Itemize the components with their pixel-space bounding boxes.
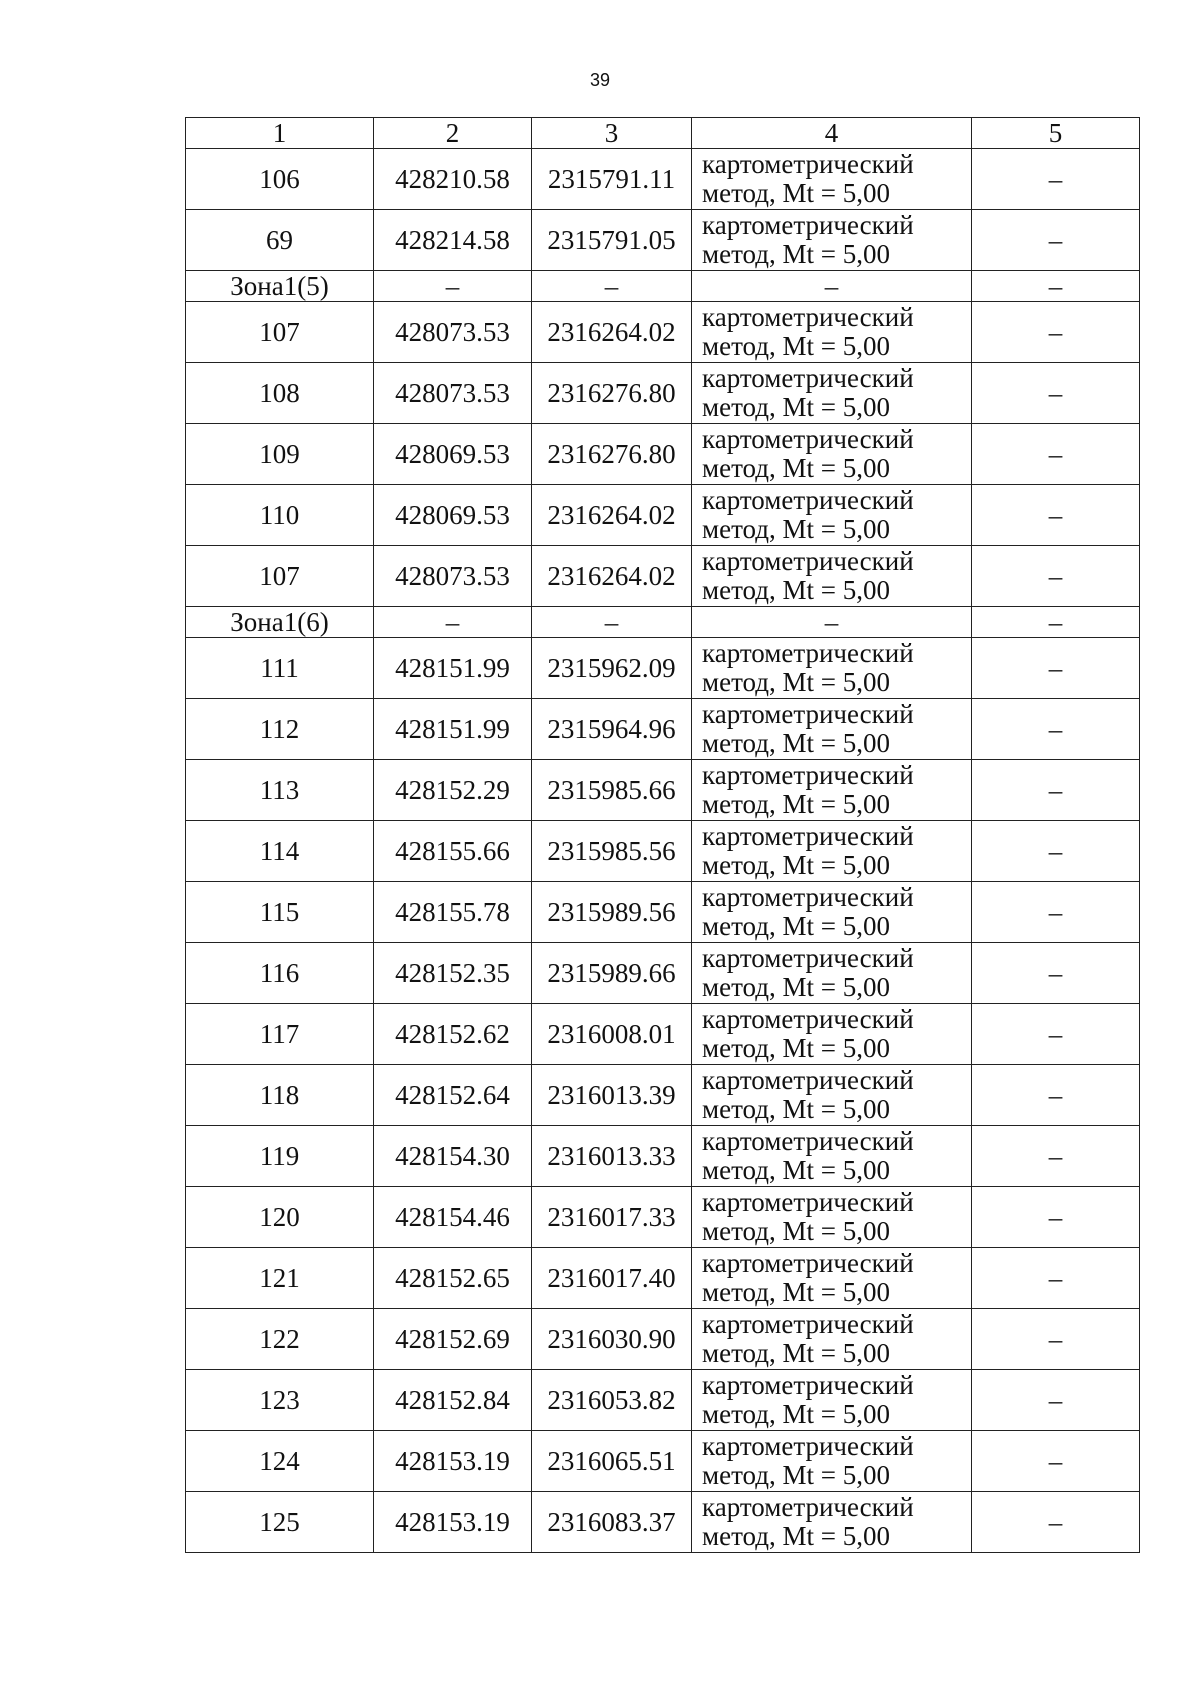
method-line-1: картометрический [702,424,914,454]
method-cell [692,302,972,363]
coordinate-y: 2316008.01 [532,1004,692,1065]
table-row [186,1248,1140,1309]
table-row [186,821,1140,882]
note-cell: – [972,1126,1140,1187]
method-line-2: метод, Mt = 5,00 [702,1521,890,1551]
point-number: 119 [186,1126,374,1187]
method-cell [692,149,972,210]
note-cell: – [972,546,1140,607]
method-line-2: метод, Mt = 5,00 [702,1155,890,1185]
table-row [186,943,1140,1004]
method-line-2: метод, Mt = 5,00 [702,972,890,1002]
note-cell: – [972,638,1140,699]
method-line-2: метод, Mt = 5,00 [702,1277,890,1307]
coordinate-y: 2316264.02 [532,546,692,607]
method-cell [692,943,972,1004]
coordinate-x: 428069.53 [374,485,532,546]
method-line-1: картометрический [702,302,914,332]
coordinate-x: 428152.35 [374,943,532,1004]
method-line-1: картометрический [702,760,914,790]
point-number: 114 [186,821,374,882]
method-cell [692,1248,972,1309]
note-cell: – [972,699,1140,760]
method-cell [692,821,972,882]
page-number: 39 [589,70,611,90]
coordinate-y: 2315962.09 [532,638,692,699]
note-cell: – [972,1065,1140,1126]
zone-cell-y: – [532,607,692,638]
zone-label: Зона1(5) [186,271,374,302]
method-line-1: картометрический [702,485,914,515]
coordinate-x: 428151.99 [374,638,532,699]
method-cell [692,210,972,271]
point-number: 69 [186,210,374,271]
zone-cell-method: – [692,607,972,638]
note-cell: – [972,1187,1140,1248]
coordinate-x: 428069.53 [374,424,532,485]
coordinate-y: 2315964.96 [532,699,692,760]
table-row [186,1065,1140,1126]
coordinate-y: 2316013.33 [532,1126,692,1187]
zone-cell-note: – [972,271,1140,302]
method-line-2: метод, Mt = 5,00 [702,392,890,422]
method-line-2: метод, Mt = 5,00 [702,331,890,361]
point-number: 116 [186,943,374,1004]
coordinate-y: 2316276.80 [532,424,692,485]
method-cell [692,1431,972,1492]
coordinate-y: 2316065.51 [532,1431,692,1492]
header-col-4: 4 [692,118,972,149]
method-line-1: картометрический [702,699,914,729]
coordinate-x: 428154.46 [374,1187,532,1248]
coordinate-y: 2316264.02 [532,485,692,546]
note-cell: – [972,485,1140,546]
coordinate-y: 2316017.40 [532,1248,692,1309]
method-line-2: метод, Mt = 5,00 [702,453,890,483]
table-row [186,363,1140,424]
method-line-1: картометрический [702,1065,914,1095]
method-cell [692,638,972,699]
table-row [186,210,1140,271]
method-cell [692,485,972,546]
method-line-2: метод, Mt = 5,00 [702,239,890,269]
header-col-3: 3 [532,118,692,149]
coordinate-x: 428152.62 [374,1004,532,1065]
zone-label: Зона1(6) [186,607,374,638]
method-cell [692,1309,972,1370]
point-number: 113 [186,760,374,821]
point-number: 125 [186,1492,374,1553]
coordinate-y: 2315989.56 [532,882,692,943]
method-line-1: картометрический [702,1248,914,1278]
table-row [186,1004,1140,1065]
note-cell: – [972,149,1140,210]
method-cell [692,760,972,821]
method-cell [692,546,972,607]
method-cell [692,1187,972,1248]
coordinate-x: 428153.19 [374,1431,532,1492]
method-line-1: картометрический [702,638,914,668]
zone-cell-x: – [374,607,532,638]
table-row [186,1370,1140,1431]
header-col-5: 5 [972,118,1140,149]
method-cell [692,1126,972,1187]
method-cell [692,1492,972,1553]
table-row [186,1187,1140,1248]
table-header [186,118,1140,149]
coordinate-x: 428155.78 [374,882,532,943]
table-row [186,485,1140,546]
zone-cell-x: – [374,271,532,302]
method-line-2: метод, Mt = 5,00 [702,789,890,819]
point-number: 122 [186,1309,374,1370]
header-col-1: 1 [186,118,374,149]
table-row [186,424,1140,485]
method-line-1: картометрический [702,1370,914,1400]
method-line-2: метод, Mt = 5,00 [702,1399,890,1429]
coordinate-y: 2316013.39 [532,1065,692,1126]
method-cell [692,424,972,485]
point-number: 107 [186,546,374,607]
point-number: 121 [186,1248,374,1309]
point-number: 115 [186,882,374,943]
coordinate-x: 428073.53 [374,363,532,424]
method-line-2: метод, Mt = 5,00 [702,514,890,544]
coordinate-y: 2315989.66 [532,943,692,1004]
method-line-1: картометрический [702,1431,914,1461]
method-cell [692,1370,972,1431]
coordinate-y: 2315791.11 [532,149,692,210]
table-row [186,760,1140,821]
note-cell: – [972,1370,1140,1431]
coordinate-y: 2316053.82 [532,1370,692,1431]
note-cell: – [972,943,1140,1004]
point-number: 106 [186,149,374,210]
table-row [186,302,1140,363]
header-row [186,118,1140,149]
method-line-2: метод, Mt = 5,00 [702,1094,890,1124]
coordinate-x: 428152.65 [374,1248,532,1309]
point-number: 118 [186,1065,374,1126]
note-cell: – [972,302,1140,363]
point-number: 108 [186,363,374,424]
point-number: 120 [186,1187,374,1248]
coordinate-y: 2316083.37 [532,1492,692,1553]
method-cell [692,1065,972,1126]
zone-row [186,271,1140,302]
coordinate-x: 428073.53 [374,546,532,607]
zone-cell-note: – [972,607,1140,638]
method-line-1: картометрический [702,1309,914,1339]
table-row [186,1431,1140,1492]
method-line-1: картометрический [702,363,914,393]
method-line-1: картометрический [702,1492,914,1522]
coordinate-x: 428154.30 [374,1126,532,1187]
note-cell: – [972,1431,1140,1492]
coordinate-x: 428214.58 [374,210,532,271]
table-row [186,1126,1140,1187]
coordinates-table [185,117,1140,1553]
table-row [186,149,1140,210]
method-cell [692,882,972,943]
method-cell [692,363,972,424]
point-number: 117 [186,1004,374,1065]
note-cell: – [972,1492,1140,1553]
coordinate-y: 2316017.33 [532,1187,692,1248]
point-number: 107 [186,302,374,363]
method-line-1: картометрический [702,1187,914,1217]
zone-cell-method: – [692,271,972,302]
method-line-2: метод, Mt = 5,00 [702,178,890,208]
method-line-1: картометрический [702,821,914,851]
point-number: 111 [186,638,374,699]
coordinate-y: 2315985.66 [532,760,692,821]
note-cell: – [972,363,1140,424]
note-cell: – [972,1004,1140,1065]
table-row [186,546,1140,607]
method-line-1: картометрический [702,546,914,576]
table-row [186,699,1140,760]
note-cell: – [972,1248,1140,1309]
coordinate-x: 428155.66 [374,821,532,882]
note-cell: – [972,1309,1140,1370]
method-line-2: метод, Mt = 5,00 [702,728,890,758]
table-row [186,638,1140,699]
coordinate-x: 428073.53 [374,302,532,363]
zone-row [186,607,1140,638]
table-body [186,149,1140,1553]
point-number: 123 [186,1370,374,1431]
point-number: 110 [186,485,374,546]
table-row [186,1309,1140,1370]
coordinate-x: 428152.84 [374,1370,532,1431]
method-cell [692,699,972,760]
method-line-2: метод, Mt = 5,00 [702,667,890,697]
coordinate-y: 2315791.05 [532,210,692,271]
coordinate-x: 428152.64 [374,1065,532,1126]
method-line-1: картометрический [702,1126,914,1156]
method-cell [692,1004,972,1065]
table-row [186,882,1140,943]
coordinate-y: 2316276.80 [532,363,692,424]
method-line-2: метод, Mt = 5,00 [702,1033,890,1063]
point-number: 112 [186,699,374,760]
table-row [186,1492,1140,1553]
method-line-2: метод, Mt = 5,00 [702,575,890,605]
method-line-2: метод, Mt = 5,00 [702,1216,890,1246]
method-line-1: картометрический [702,1004,914,1034]
method-line-1: картометрический [702,210,914,240]
coordinate-x: 428210.58 [374,149,532,210]
zone-cell-y: – [532,271,692,302]
method-line-1: картометрический [702,882,914,912]
coordinate-y: 2316030.90 [532,1309,692,1370]
note-cell: – [972,882,1140,943]
note-cell: – [972,424,1140,485]
coordinate-x: 428152.29 [374,760,532,821]
point-number: 109 [186,424,374,485]
note-cell: – [972,760,1140,821]
method-line-2: метод, Mt = 5,00 [702,911,890,941]
method-line-2: метод, Mt = 5,00 [702,850,890,880]
coordinate-x: 428153.19 [374,1492,532,1553]
method-line-1: картометрический [702,149,914,179]
coordinate-x: 428152.69 [374,1309,532,1370]
coordinate-y: 2315985.56 [532,821,692,882]
coordinate-y: 2316264.02 [532,302,692,363]
method-line-2: метод, Mt = 5,00 [702,1338,890,1368]
method-line-2: метод, Mt = 5,00 [702,1460,890,1490]
point-number: 124 [186,1431,374,1492]
method-line-1: картометрический [702,943,914,973]
note-cell: – [972,210,1140,271]
header-col-2: 2 [374,118,532,149]
coordinate-x: 428151.99 [374,699,532,760]
note-cell: – [972,821,1140,882]
